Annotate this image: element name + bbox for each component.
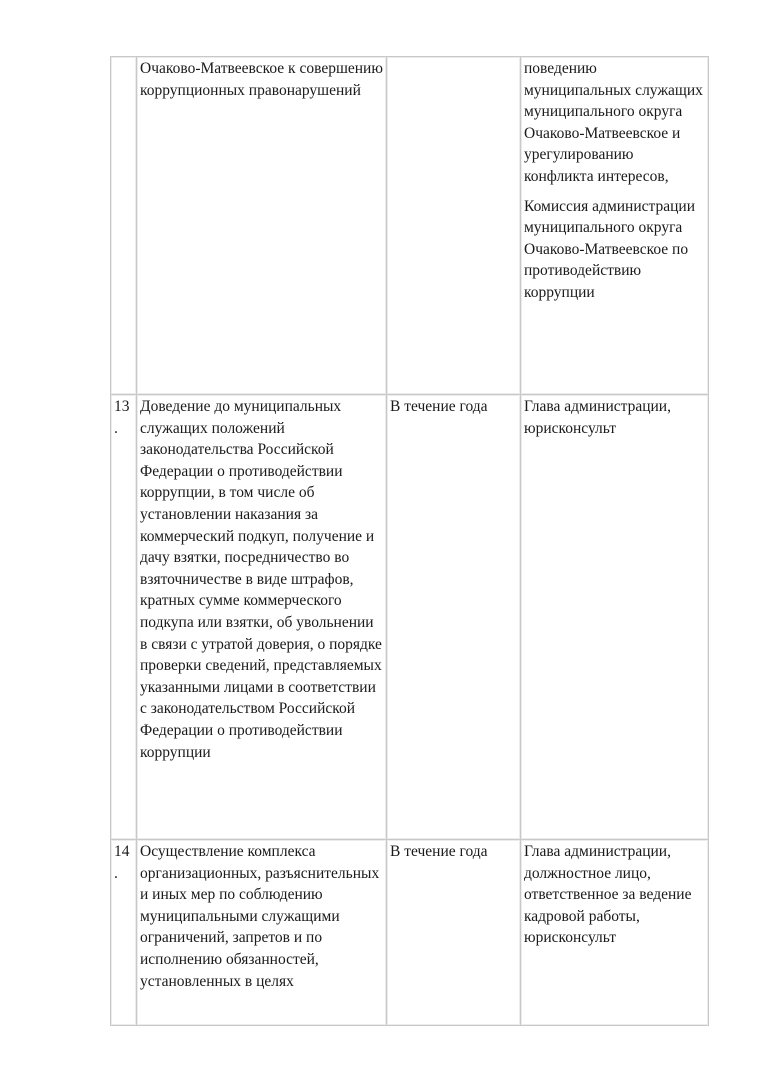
row-number-cell: 14. <box>111 840 137 1026</box>
responsible-text: Глава администрации, должностное лицо, ответственное за ведение кадровой работы, юрисконсульт <box>524 843 692 947</box>
term-cell: В течение года <box>387 840 521 1026</box>
term-cell <box>387 57 521 395</box>
responsible-cell <box>521 57 709 395</box>
task-cell <box>137 840 387 1026</box>
task-text: Доведение до муниципальных служащих положений законодательства Российской Федерации о противодействии коррупции, в том числе об установлении наказания за коммерческий подкуп, получение и дачу взятки, посредничество во взяточничестве в виде штрафов, кратных сумме коммерческого подкупа или взятки, об увольнении в связи с утратой доверия, о порядке проверки сведений, представляемых указанными лицами в соответствии с законодательством Российской Федерации о противодействии коррупции <box>140 398 382 761</box>
task-cell <box>137 395 387 840</box>
document-page <box>110 56 708 1026</box>
row-number-cell: 13. <box>111 395 137 840</box>
responsible-cell <box>521 395 709 840</box>
table-row <box>111 395 709 840</box>
table-row <box>111 57 709 395</box>
responsible-cell <box>521 840 709 1026</box>
term-cell: В течение года <box>387 395 521 840</box>
responsible-text: Комиссия администрации муниципального округа Очаково-Матвеевское по противодействию коррупции <box>524 197 695 301</box>
task-text: Очаково-Матвеевское к совершению коррупционных правонарушений <box>140 60 383 99</box>
responsible-text: Глава администрации, юрисконсульт <box>524 398 671 437</box>
row-number-cell <box>111 57 137 395</box>
task-text: Осуществление комплекса организационных, разъяснительных и иных мер по соблюдению муниципальными служащими ограничений, запретов и по исполнению обязанностей, установленных в целях <box>140 843 380 990</box>
anticorruption-plan-table <box>110 56 709 1026</box>
responsible-text: поведению муниципальных служащих муниципального округа Очаково-Матвеевское и урегулированию конфликта интересов, <box>524 60 703 185</box>
task-cell <box>137 57 387 395</box>
table-row <box>111 840 709 1026</box>
